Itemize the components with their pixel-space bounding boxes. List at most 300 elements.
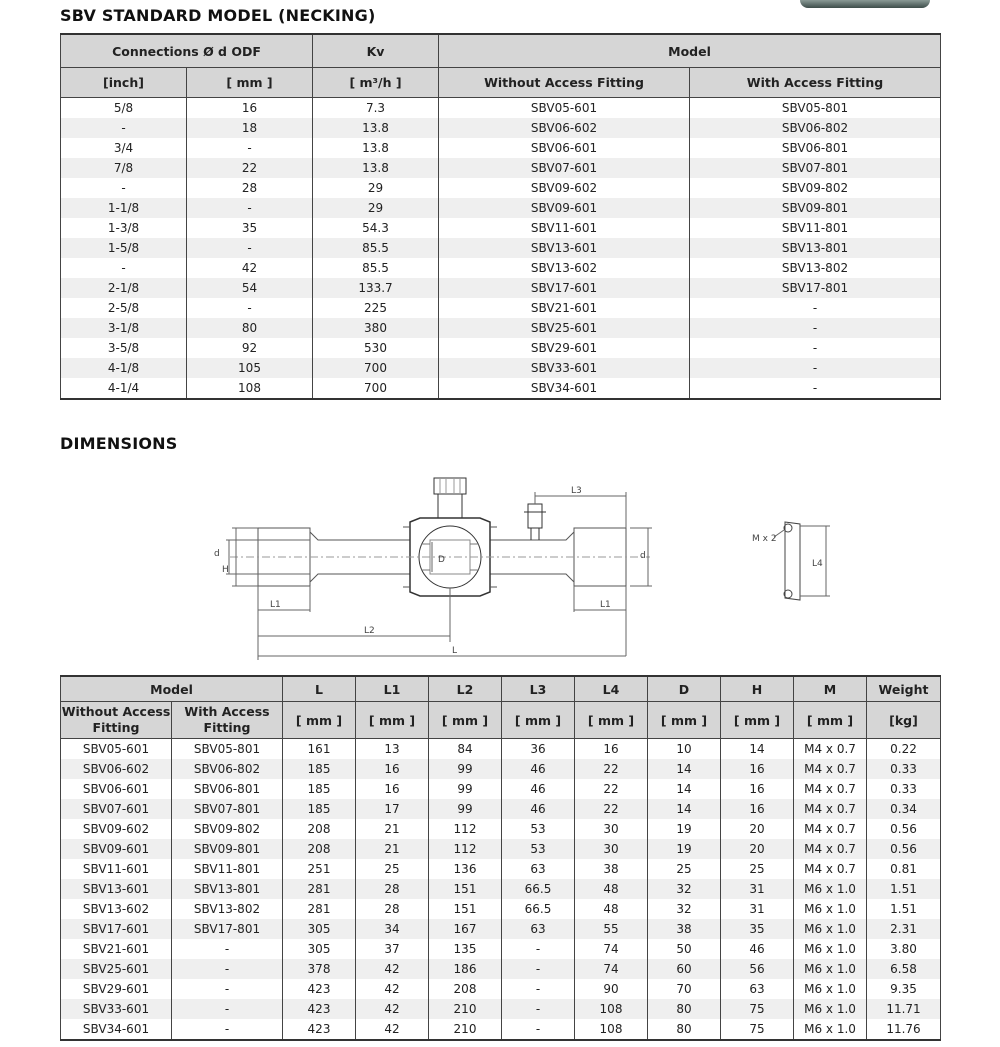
table-row	[61, 118, 941, 138]
table-cell: M6 x 1.0	[794, 979, 867, 999]
header-connections: Connections Ø d ODF	[61, 34, 313, 68]
table-cell: -	[502, 959, 575, 979]
table-cell: 22	[575, 759, 648, 779]
table-cell: 34	[356, 919, 429, 939]
table-cell: SBV11-601	[439, 218, 690, 238]
table-cell: 0.81	[867, 859, 941, 879]
table-cell: 14	[648, 779, 721, 799]
table-cell: 7/8	[61, 158, 187, 178]
header-decoration	[800, 0, 930, 8]
table-row	[61, 919, 941, 939]
table-cell: M6 x 1.0	[794, 959, 867, 979]
table-cell: SBV13-601	[439, 238, 690, 258]
table-row	[61, 378, 941, 399]
section-title-standard-model: SBV STANDARD MODEL (NECKING)	[60, 6, 376, 25]
table-row	[61, 298, 941, 318]
table-row	[61, 959, 941, 979]
table-cell: M6 x 1.0	[794, 879, 867, 899]
table-cell: 66.5	[502, 879, 575, 899]
table-cell: SBV13-802	[690, 258, 941, 278]
table-cell: M4 x 0.7	[794, 779, 867, 799]
unit-H: [ mm ]	[721, 702, 794, 739]
table-cell: SBV13-602	[61, 899, 172, 919]
table-cell: 281	[283, 899, 356, 919]
table-cell: 700	[313, 358, 439, 378]
table-cell: 48	[575, 879, 648, 899]
table-cell: -	[172, 1019, 283, 1040]
table-cell: SBV05-801	[172, 739, 283, 760]
table-cell: 28	[356, 899, 429, 919]
table-cell: M6 x 1.0	[794, 939, 867, 959]
table-cell: 99	[429, 799, 502, 819]
header-L2: L2	[429, 676, 502, 702]
table-cell: SBV13-801	[690, 238, 941, 258]
table-cell: 21	[356, 819, 429, 839]
table-cell: 105	[187, 358, 313, 378]
table-cell: 35	[187, 218, 313, 238]
table-cell: 16	[721, 799, 794, 819]
label-L: L	[452, 646, 458, 656]
table-cell: -	[172, 979, 283, 999]
table-cell: 16	[721, 779, 794, 799]
table-cell: 38	[648, 919, 721, 939]
table-cell: 151	[429, 899, 502, 919]
table-cell: 208	[283, 819, 356, 839]
table-cell: M6 x 1.0	[794, 919, 867, 939]
table-cell: -	[502, 979, 575, 999]
header-mm: [ mm ]	[187, 68, 313, 98]
unit-M: [ mm ]	[794, 702, 867, 739]
table-cell: 50	[648, 939, 721, 959]
table-cell: 13.8	[313, 138, 439, 158]
table-cell: 108	[187, 378, 313, 399]
header-L: L	[283, 676, 356, 702]
table-cell: -	[502, 939, 575, 959]
table-cell: 32	[648, 899, 721, 919]
table-cell: 225	[313, 298, 439, 318]
table-cell: 46	[502, 779, 575, 799]
table-cell: -	[172, 959, 283, 979]
unit-L4: [ mm ]	[575, 702, 648, 739]
unit-L3: [ mm ]	[502, 702, 575, 739]
table-cell: 48	[575, 899, 648, 919]
table-row	[61, 338, 941, 358]
table-cell: 112	[429, 819, 502, 839]
table-row	[61, 739, 941, 760]
label-L4: L4	[812, 559, 823, 569]
table-cell: SBV06-801	[690, 138, 941, 158]
table-cell: 46	[721, 939, 794, 959]
table-cell: M6 x 1.0	[794, 899, 867, 919]
table-cell: 161	[283, 739, 356, 760]
table-cell: SBV21-601	[61, 939, 172, 959]
table-cell: 42	[356, 1019, 429, 1040]
table-cell: 37	[356, 939, 429, 959]
table-cell: 25	[648, 859, 721, 879]
section-title-dimensions: DIMENSIONS	[60, 434, 178, 453]
table-cell: 63	[502, 919, 575, 939]
table-cell: 42	[356, 979, 429, 999]
table-cell: 84	[429, 739, 502, 760]
table-cell: 16	[721, 759, 794, 779]
table-cell: 54	[187, 278, 313, 298]
table-cell: -	[187, 298, 313, 318]
table-cell: SBV34-601	[439, 378, 690, 399]
table-cell: SBV17-601	[439, 278, 690, 298]
table-cell: SBV06-802	[690, 118, 941, 138]
table-cell: 13.8	[313, 118, 439, 138]
table-row	[61, 178, 941, 198]
table-cell: 3-1/8	[61, 318, 187, 338]
table-cell: 3-5/8	[61, 338, 187, 358]
table-cell: SBV07-601	[439, 158, 690, 178]
table-cell: 3/4	[61, 138, 187, 158]
unit-L1: [ mm ]	[356, 702, 429, 739]
table-row	[61, 939, 941, 959]
table-cell: 305	[283, 919, 356, 939]
table-cell: 14	[648, 759, 721, 779]
access-fitting-base	[524, 512, 546, 540]
table-cell: 4-1/8	[61, 358, 187, 378]
table-row	[61, 318, 941, 338]
table-cell: M4 x 0.7	[794, 799, 867, 819]
table-cell: SBV06-602	[439, 118, 690, 138]
table-cell: SBV33-601	[61, 999, 172, 1019]
table-cell: SBV05-801	[690, 98, 941, 119]
table-cell: 22	[575, 779, 648, 799]
table-cell: 186	[429, 959, 502, 979]
table-cell: 74	[575, 959, 648, 979]
label-L1-left: L1	[270, 600, 281, 610]
table-cell: 0.33	[867, 759, 941, 779]
table-cell: SBV33-601	[439, 358, 690, 378]
table-cell: -	[690, 318, 941, 338]
label-D: D	[438, 555, 445, 565]
table-cell: 22	[575, 799, 648, 819]
table-cell: 1-5/8	[61, 238, 187, 258]
standard-model-table	[60, 33, 941, 400]
table-cell: 53	[502, 839, 575, 859]
table-row	[61, 358, 941, 378]
table-cell: 85.5	[313, 258, 439, 278]
table-cell: SBV06-601	[439, 138, 690, 158]
header-L4: L4	[575, 676, 648, 702]
table-cell: 14	[721, 739, 794, 760]
table-cell: M4 x 0.7	[794, 739, 867, 760]
header-H: H	[721, 676, 794, 702]
table-cell: -	[172, 999, 283, 1019]
table-cell: 31	[721, 899, 794, 919]
header-L3: L3	[502, 676, 575, 702]
table-row	[61, 779, 941, 799]
table-cell: SBV05-601	[61, 739, 172, 760]
table-cell: 281	[283, 879, 356, 899]
table-cell: M6 x 1.0	[794, 999, 867, 1019]
table-cell: 2.31	[867, 919, 941, 939]
table-cell: 0.34	[867, 799, 941, 819]
table-row	[61, 979, 941, 999]
cap-threads	[440, 478, 460, 494]
table-cell: 46	[502, 799, 575, 819]
table-cell: 36	[502, 739, 575, 760]
unit-L: [ mm ]	[283, 702, 356, 739]
table-cell: 99	[429, 779, 502, 799]
table-cell: 29	[313, 178, 439, 198]
table-cell: SBV13-802	[172, 899, 283, 919]
table-cell: 30	[575, 839, 648, 859]
table-cell: SBV09-601	[439, 198, 690, 218]
table-cell: 28	[187, 178, 313, 198]
header-weight: Weight	[867, 676, 941, 702]
table-cell: 63	[502, 859, 575, 879]
table-cell: 108	[575, 1019, 648, 1040]
header-kv: Kv	[313, 34, 439, 68]
table-cell: 305	[283, 939, 356, 959]
table-cell: 74	[575, 939, 648, 959]
unit-weight: [kg]	[867, 702, 941, 739]
table-cell: SBV06-802	[172, 759, 283, 779]
table-cell: 92	[187, 338, 313, 358]
table-cell: 11.71	[867, 999, 941, 1019]
table-cell: 11.76	[867, 1019, 941, 1040]
table-cell: 4-1/4	[61, 378, 187, 399]
table-cell: 14	[648, 799, 721, 819]
table-cell: -	[172, 939, 283, 959]
table-cell: -	[690, 358, 941, 378]
table-cell: 7.3	[313, 98, 439, 119]
table-row	[61, 258, 941, 278]
table-cell: SBV11-801	[690, 218, 941, 238]
table-cell: SBV34-601	[61, 1019, 172, 1040]
table-cell: SBV09-802	[172, 819, 283, 839]
table-cell: 30	[575, 819, 648, 839]
table-cell: 13.8	[313, 158, 439, 178]
table-cell: 210	[429, 1019, 502, 1040]
table-cell: SBV11-801	[172, 859, 283, 879]
table-cell: 18	[187, 118, 313, 138]
table-cell: 423	[283, 999, 356, 1019]
table-cell: 16	[575, 739, 648, 760]
table-cell: 1.51	[867, 879, 941, 899]
table-cell: 210	[429, 999, 502, 1019]
table-cell: 185	[283, 779, 356, 799]
table-cell: 55	[575, 919, 648, 939]
table-cell: 108	[575, 999, 648, 1019]
table-cell: 70	[648, 979, 721, 999]
table-cell: -	[502, 999, 575, 1019]
table-row	[61, 1019, 941, 1040]
table-cell: 42	[187, 258, 313, 278]
table-row	[61, 198, 941, 218]
dimensions-table	[60, 675, 941, 1041]
table-cell: 35	[721, 919, 794, 939]
table-cell: 42	[356, 999, 429, 1019]
dim-line-L	[258, 636, 626, 660]
label-d-right: d	[640, 551, 646, 561]
table-cell: SBV29-601	[61, 979, 172, 999]
table-cell: 380	[313, 318, 439, 338]
label-H: H	[222, 565, 229, 575]
table-cell: 5/8	[61, 98, 187, 119]
unit-D: [ mm ]	[648, 702, 721, 739]
header-kv-unit: [ m³/h ]	[313, 68, 439, 98]
table-cell: SBV07-801	[172, 799, 283, 819]
label-L1-right: L1	[600, 600, 611, 610]
valve-cap	[434, 478, 466, 494]
table-cell: -	[61, 118, 187, 138]
table-cell: 32	[648, 879, 721, 899]
table-row	[61, 238, 941, 258]
header-without-access: Without Access Fitting	[61, 702, 172, 739]
table-cell: -	[187, 238, 313, 258]
table-cell: 1-1/8	[61, 198, 187, 218]
table-cell: 208	[283, 839, 356, 859]
table-row	[61, 278, 941, 298]
table-cell: 423	[283, 979, 356, 999]
label-L2: L2	[364, 626, 375, 636]
table-cell: SBV25-601	[61, 959, 172, 979]
table-cell: 378	[283, 959, 356, 979]
table-cell: SBV17-601	[61, 919, 172, 939]
dim-line-L1-right	[574, 586, 626, 656]
table-cell: SBV09-602	[439, 178, 690, 198]
table-cell: 136	[429, 859, 502, 879]
table-cell: SBV09-801	[172, 839, 283, 859]
label-L3: L3	[571, 486, 582, 496]
header-without-access: Without Access Fitting	[439, 68, 690, 98]
label-Mx2: M x 2	[752, 534, 777, 544]
table-cell: 167	[429, 919, 502, 939]
table-cell: SBV06-601	[61, 779, 172, 799]
table-cell: 28	[356, 879, 429, 899]
table-cell: 90	[575, 979, 648, 999]
table-row	[61, 138, 941, 158]
table-cell: 530	[313, 338, 439, 358]
table-cell: 251	[283, 859, 356, 879]
table-cell: 9.35	[867, 979, 941, 999]
table-cell: 75	[721, 1019, 794, 1040]
header-D: D	[648, 676, 721, 702]
table-cell: SBV05-601	[439, 98, 690, 119]
table-cell: 16	[356, 779, 429, 799]
table-cell: SBV07-801	[690, 158, 941, 178]
table-row	[61, 819, 941, 839]
table-cell: 135	[429, 939, 502, 959]
table-cell: 16	[356, 759, 429, 779]
table-cell: 20	[721, 839, 794, 859]
table-cell: 19	[648, 839, 721, 859]
table-cell: 38	[575, 859, 648, 879]
table-cell: 2-5/8	[61, 298, 187, 318]
label-d-left: d	[214, 549, 220, 559]
dimensions-table-body	[61, 739, 941, 1041]
table-cell: SBV29-601	[439, 338, 690, 358]
table-row	[61, 879, 941, 899]
table-cell: SBV09-802	[690, 178, 941, 198]
table-cell: SBV06-602	[61, 759, 172, 779]
table-cell: SBV13-601	[61, 879, 172, 899]
table-cell: 66.5	[502, 899, 575, 919]
table-cell: -	[61, 178, 187, 198]
access-fitting	[528, 504, 542, 528]
table-cell: SBV13-801	[172, 879, 283, 899]
mounting-bracket	[785, 522, 800, 600]
table-cell: -	[187, 198, 313, 218]
table-cell: SBV07-601	[61, 799, 172, 819]
table-cell: 3.80	[867, 939, 941, 959]
table-cell: 151	[429, 879, 502, 899]
table-cell: 1-3/8	[61, 218, 187, 238]
unit-L2: [ mm ]	[429, 702, 502, 739]
table-cell: 42	[356, 959, 429, 979]
header-with-access: With Access Fitting	[690, 68, 941, 98]
table-cell: 46	[502, 759, 575, 779]
table-cell: SBV06-801	[172, 779, 283, 799]
table-cell: SBV21-601	[439, 298, 690, 318]
table-cell: 2-1/8	[61, 278, 187, 298]
table-cell: 25	[721, 859, 794, 879]
table-cell: -	[502, 1019, 575, 1040]
table-cell: 31	[721, 879, 794, 899]
table-cell: M6 x 1.0	[794, 1019, 867, 1040]
valve-stem	[438, 494, 462, 518]
table-cell: 17	[356, 799, 429, 819]
table-row	[61, 218, 941, 238]
table-cell: 56	[721, 959, 794, 979]
table-cell: 10	[648, 739, 721, 760]
table-cell: SBV13-602	[439, 258, 690, 278]
table-cell: 80	[648, 999, 721, 1019]
table-cell: -	[690, 378, 941, 399]
table-cell: 29	[313, 198, 439, 218]
table-cell: 13	[356, 739, 429, 760]
table-cell: 208	[429, 979, 502, 999]
table-cell: 99	[429, 759, 502, 779]
valve-dimension-drawing	[0, 460, 1000, 670]
table-cell: 85.5	[313, 238, 439, 258]
header-model: Model	[61, 676, 283, 702]
table-cell: 0.56	[867, 839, 941, 859]
table-cell: SBV25-601	[439, 318, 690, 338]
table-cell: SBV09-601	[61, 839, 172, 859]
table-cell: M4 x 0.7	[794, 759, 867, 779]
table-cell: 54.3	[313, 218, 439, 238]
table-cell: SBV17-801	[690, 278, 941, 298]
table-row	[61, 899, 941, 919]
table-cell: 185	[283, 799, 356, 819]
table-cell: 22	[187, 158, 313, 178]
table-cell: 20	[721, 819, 794, 839]
table-row	[61, 999, 941, 1019]
table-cell: 0.33	[867, 779, 941, 799]
table-cell: 1.51	[867, 899, 941, 919]
table-cell: 75	[721, 999, 794, 1019]
table-cell: SBV09-602	[61, 819, 172, 839]
header-inch: [inch]	[61, 68, 187, 98]
table-row	[61, 98, 941, 119]
table-cell: 25	[356, 859, 429, 879]
table-row	[61, 759, 941, 779]
table-cell: 0.22	[867, 739, 941, 760]
table-cell: M4 x 0.7	[794, 819, 867, 839]
dim-line-L3	[535, 492, 626, 528]
header-with-access: With Access Fitting	[172, 702, 283, 739]
table-cell: M4 x 0.7	[794, 839, 867, 859]
table-row	[61, 158, 941, 178]
dim-line-L1-left	[258, 586, 310, 642]
table-cell: -	[690, 298, 941, 318]
standard-model-table-body	[61, 98, 941, 400]
